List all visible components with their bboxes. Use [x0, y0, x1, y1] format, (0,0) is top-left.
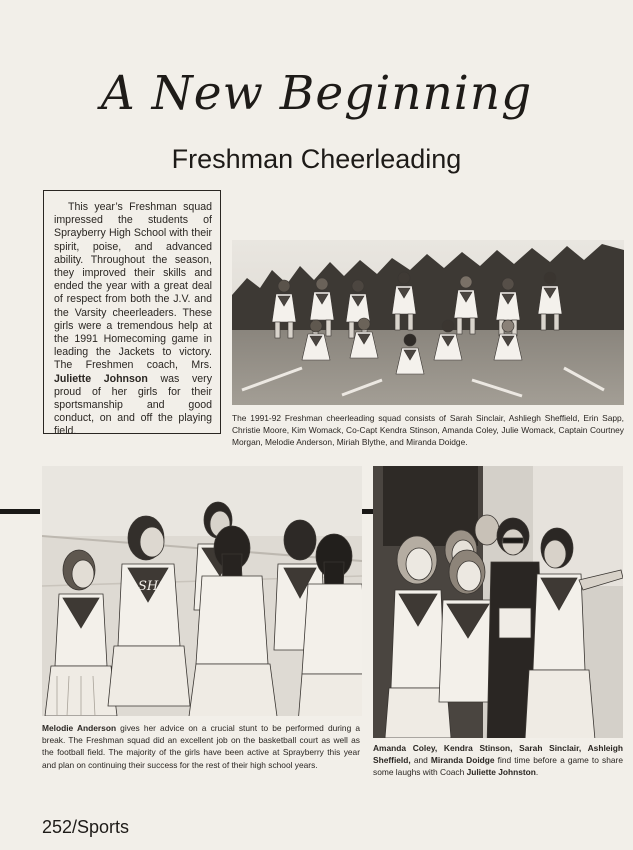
huddle-photo-caption: [42, 722, 360, 771]
caption-name: Melodie Anderson: [42, 723, 117, 733]
page-subtitle: Freshman Cheerleading: [171, 144, 462, 174]
caption-coach: Juliette Johnston: [466, 767, 536, 778]
story-text-before: This year’s Freshman squad impressed the students of Sprayberry High School with their spirit, poise, and advanced ability. Throughout the season, they improved their skills and ended the year with a great deal of respect from both the J.V. and the Varsity cheerleaders. These girls were a tremendous help at the 1991 Homecoming game in leading the Jackets to victory. The Freshmen coach, Mrs.: [54, 201, 212, 372]
squad-photo: [232, 240, 624, 405]
caption-text: find time before a game to share some laughs with Coach: [373, 755, 623, 778]
squad-photo-caption: The 1991-92 Freshman cheerleading squad consists of Sarah Sinclair, Ashliegh Sheffield, Erin Sapp, Christie Moore, Kim Womack, Co-Capt Kendra Stinson, Amanda Coley, Julie Womack, Captain Courtney Morgan, Melodie Anderson, Miriah Blythe, and Miranda Doidge.: [232, 413, 624, 448]
page-folio: 252/Sports: [42, 817, 130, 837]
caption-end: .: [535, 767, 539, 778]
caption-last-name: Miranda Doidge: [430, 755, 495, 766]
coach-photo: [373, 466, 623, 738]
middle-rule: [362, 509, 373, 514]
story-coach-name: Juliette Johnson: [54, 372, 148, 385]
story-text: [54, 201, 212, 439]
huddle-photo: [42, 466, 362, 716]
caption-and: and: [410, 755, 431, 766]
left-rule: [0, 509, 40, 514]
uniform-letters: SHS: [138, 579, 168, 594]
caption-names: Amanda Coley, Kendra Stinson, Sarah Sinclair, Ashleigh Sheffield,: [373, 743, 623, 766]
story-text-after: was very proud of her girls for their sportsmanship and good conduct, on and off the playing field.: [54, 372, 212, 438]
caption-text: gives her advice on a crucial stunt to be performed during a break. The Freshman squad did an excellent job on the basketball court as well as the football field. The majority of the girls have been active at Sprayberry this year and plan on continuing their success for the rest of their high school years.: [42, 723, 360, 770]
story-box: [43, 190, 221, 438]
page-title: A New Beginning: [100, 66, 533, 121]
coach-photo-caption: [373, 742, 623, 779]
